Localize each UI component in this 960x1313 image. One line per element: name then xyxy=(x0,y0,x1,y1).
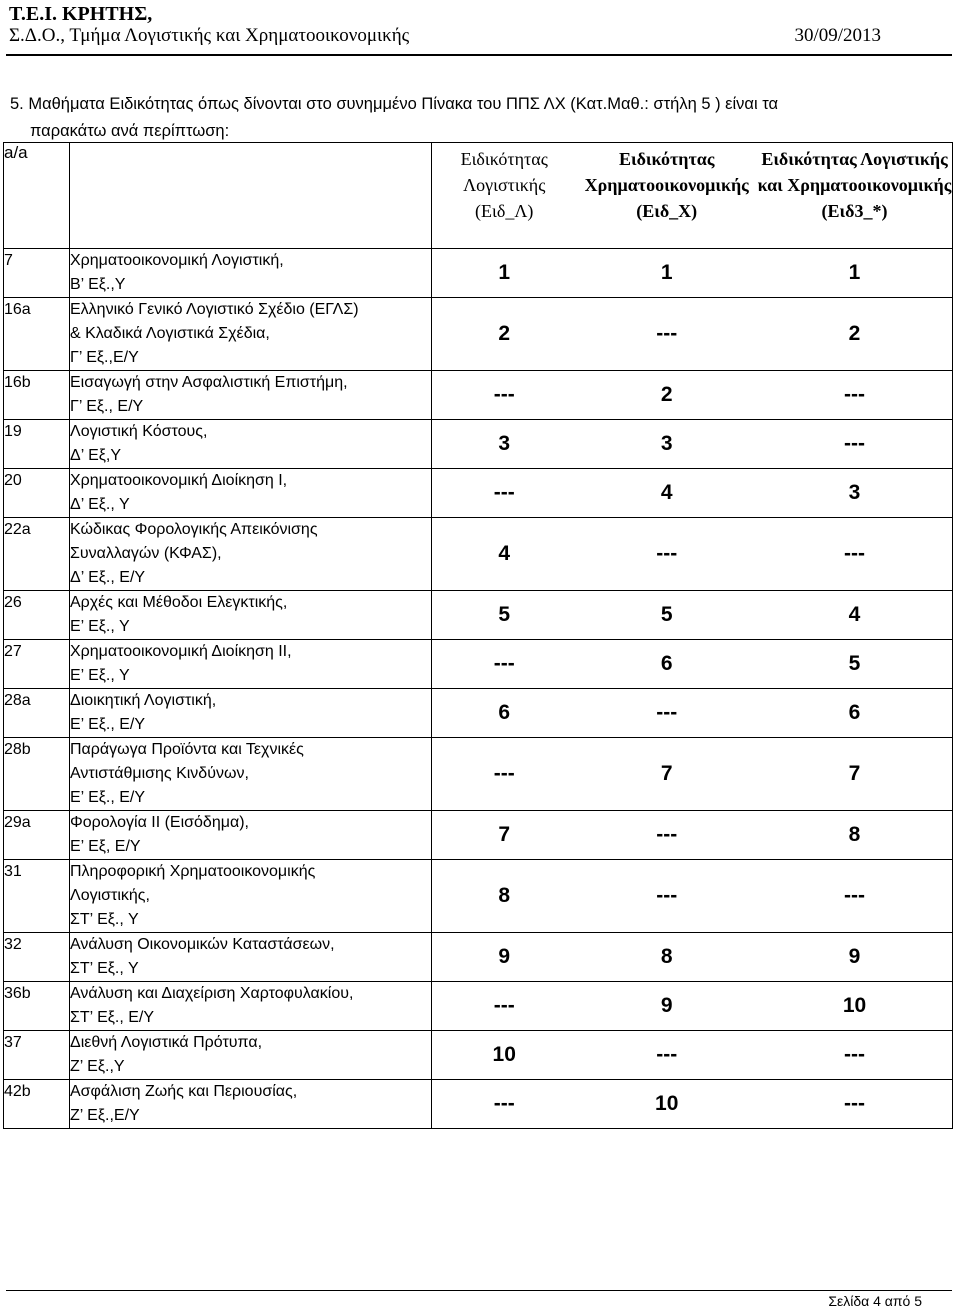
value-acc: 8 xyxy=(498,884,511,907)
specialty-values xyxy=(432,1080,953,1129)
specialty-values xyxy=(432,738,953,811)
course-description-line: ΣΤ’ Εξ., Ε/Υ xyxy=(70,1009,155,1026)
specialty-headers xyxy=(432,143,953,249)
course-description-line: Χρηματοοικονομική Διοίκηση Ι, xyxy=(70,472,288,489)
value-accfin: 2 xyxy=(848,322,861,345)
course-description xyxy=(70,811,432,860)
specialty-values xyxy=(432,689,953,738)
value-fin: 7 xyxy=(660,762,673,785)
col-header-accfin-l2: Λογιστικής και xyxy=(757,149,948,195)
row-number: 20 xyxy=(4,469,70,518)
value-acc: 9 xyxy=(498,945,511,968)
specialty-values xyxy=(432,518,953,591)
value-accfin: --- xyxy=(844,542,865,565)
course-description-line: Παράγωγα Προϊόντα και Τεχνικές xyxy=(70,741,304,758)
course-description-line: Εισαγωγή στην Ασφαλιστική Επιστήμη, xyxy=(70,374,348,391)
course-description-line: Φορολογία ΙΙ (Εισόδημα), xyxy=(70,814,249,831)
value-acc: --- xyxy=(493,481,515,504)
row-number: 28b xyxy=(4,738,70,811)
course-description-line: ΣΤ’ Εξ., Υ xyxy=(70,960,139,977)
description-header xyxy=(70,143,432,249)
course-description xyxy=(70,298,432,371)
col-header-accfin-l1: Ειδικότητας xyxy=(761,149,857,169)
value-fin: 9 xyxy=(660,994,673,1017)
row-number: 16b xyxy=(4,371,70,420)
header-divider xyxy=(6,54,952,56)
course-description-line: & Κλαδικά Λογιστικά Σχέδια, xyxy=(70,325,270,342)
course-description-line: Δ’ Εξ,Υ xyxy=(70,447,122,464)
header-subtitle xyxy=(9,25,881,47)
row-number: 42b xyxy=(4,1080,70,1129)
value-accfin: --- xyxy=(844,383,865,406)
col-header-fin-l1: Ειδικότητας xyxy=(618,149,715,169)
table-row xyxy=(4,1080,953,1129)
specialty-values xyxy=(432,933,953,982)
col-header-accfin-l3: Χρηματοοικονομικής xyxy=(787,175,952,195)
table-row xyxy=(4,518,953,591)
course-description xyxy=(70,640,432,689)
value-acc: --- xyxy=(493,1092,515,1115)
table-row xyxy=(4,689,953,738)
row-number: 32 xyxy=(4,933,70,982)
document-date: 30/09/2013 xyxy=(794,25,881,46)
course-description-line: Πληροφορική Χρηματοοικονομικής xyxy=(70,863,316,880)
course-description xyxy=(70,982,432,1031)
specialty-values xyxy=(432,982,953,1031)
table-header-row xyxy=(4,143,953,249)
value-accfin: --- xyxy=(844,1092,865,1115)
value-accfin: 9 xyxy=(848,945,861,968)
value-fin: 8 xyxy=(660,945,673,968)
row-number: 31 xyxy=(4,860,70,933)
intro-paragraph xyxy=(10,91,955,145)
value-fin: --- xyxy=(656,701,678,724)
course-description-line: Ανάλυση και Διαχείριση Χαρτοφυλακίου, xyxy=(70,985,354,1002)
course-description-line: Ζ’ Εξ.,Υ xyxy=(70,1058,125,1075)
value-acc: 5 xyxy=(498,603,511,626)
row-number: 7 xyxy=(4,249,70,298)
course-description-line: Ανάλυση Οικονομικών Καταστάσεων, xyxy=(70,936,335,953)
value-acc: 3 xyxy=(498,432,511,455)
value-acc: 6 xyxy=(498,701,511,724)
col-header-accfin-l4: (Ειδ3_*) xyxy=(821,201,888,221)
value-fin: --- xyxy=(656,322,678,345)
value-accfin: 3 xyxy=(848,481,861,504)
col-header-fin-l2: Χρηματοοικονομικής xyxy=(584,175,749,195)
row-number: 19 xyxy=(4,420,70,469)
value-acc: --- xyxy=(493,994,515,1017)
courses-table xyxy=(3,142,953,1129)
course-description-line: Χρηματοοικονομική Λογιστική, xyxy=(70,252,284,269)
course-description-line: Αρχές και Μέθοδοι Ελεγκτικής, xyxy=(70,594,288,611)
course-description xyxy=(70,860,432,933)
specialty-values xyxy=(432,591,953,640)
row-number: 37 xyxy=(4,1031,70,1080)
value-fin: --- xyxy=(656,1043,678,1066)
course-description-line: Κώδικας Φορολογικής Απεικόνισης xyxy=(70,521,318,538)
course-description-line: Αντιστάθμισης Κινδύνων, xyxy=(70,765,249,782)
value-acc: --- xyxy=(493,652,515,675)
row-number: 16a xyxy=(4,298,70,371)
specialty-values xyxy=(432,420,953,469)
value-fin: --- xyxy=(656,884,678,907)
specialty-values xyxy=(432,860,953,933)
intro-line-1: 5. Μαθήματα Ειδικότητας όπως δίνονται στο συνημμένο Πίνακα του ΠΠΣ ΛΧ (Κατ.Μαθ.: στήλη 5 ) είναι τα xyxy=(10,95,779,113)
value-acc: 1 xyxy=(498,261,511,284)
course-description-line: Ασφάλιση Ζωής και Περιουσίας, xyxy=(70,1083,298,1100)
course-description-line: Ε’ Εξ., Υ xyxy=(70,618,130,635)
table-row xyxy=(4,420,953,469)
row-number: 29a xyxy=(4,811,70,860)
value-fin: --- xyxy=(656,823,678,846)
course-description-line: Ε’ Εξ., Ε/Υ xyxy=(70,716,146,733)
course-description xyxy=(70,591,432,640)
course-description-line: Λογιστικής, xyxy=(70,887,150,904)
intro-line-2: παρακάτω ανά περίπτωση: xyxy=(30,122,230,140)
course-description xyxy=(70,518,432,591)
value-acc: 10 xyxy=(492,1043,516,1066)
value-accfin: --- xyxy=(844,1043,865,1066)
col-header-fin xyxy=(576,143,757,247)
table-row xyxy=(4,371,953,420)
course-description xyxy=(70,1031,432,1080)
page-number: Σελίδα 4 από 5 xyxy=(828,1293,922,1309)
specialty-values xyxy=(432,469,953,518)
course-description-line: Γ’ Εξ., Ε/Υ xyxy=(70,398,144,415)
value-accfin: 5 xyxy=(848,652,861,675)
row-number: 26 xyxy=(4,591,70,640)
specialty-values xyxy=(432,640,953,689)
course-description-line: Β’ Εξ.,Υ xyxy=(70,276,126,293)
course-description xyxy=(70,469,432,518)
value-accfin: 1 xyxy=(848,261,861,284)
course-description-line: Διοικητική Λογιστική, xyxy=(70,692,217,709)
course-description-line: Δ’ Εξ., Ε/Υ xyxy=(70,569,146,586)
row-number: 28a xyxy=(4,689,70,738)
footer-divider xyxy=(6,1290,952,1291)
value-fin: 3 xyxy=(660,432,673,455)
value-fin: 2 xyxy=(660,383,673,406)
value-acc: 7 xyxy=(498,823,511,846)
table-row xyxy=(4,933,953,982)
course-description xyxy=(70,689,432,738)
table-row xyxy=(4,640,953,689)
table-row xyxy=(4,591,953,640)
course-description xyxy=(70,738,432,811)
value-acc: --- xyxy=(493,762,515,785)
row-number: 36b xyxy=(4,982,70,1031)
department-name: Σ.Δ.Ο., Τμήμα Λογιστικής και Χρηματοοικονομικής xyxy=(9,25,410,46)
value-fin: 4 xyxy=(660,481,673,504)
course-description-line: Ζ’ Εξ.,Ε/Υ xyxy=(70,1107,140,1124)
col-header-acc-l1: Ειδικότητας xyxy=(460,149,548,169)
table-row xyxy=(4,738,953,811)
specialty-values xyxy=(432,1031,953,1080)
col-header-acc xyxy=(432,143,576,247)
course-description-line: ΣΤ’ Εξ., Υ xyxy=(70,911,139,928)
course-description-line: Διεθνή Λογιστικά Πρότυπα, xyxy=(70,1034,263,1051)
value-fin: 10 xyxy=(655,1092,679,1115)
table-row xyxy=(4,1031,953,1080)
table-row xyxy=(4,982,953,1031)
col-header-fin-l3: (Ειδ_Χ) xyxy=(636,201,698,221)
value-accfin: --- xyxy=(844,432,865,455)
specialty-values xyxy=(432,811,953,860)
aa-header: a/a xyxy=(4,143,70,249)
course-description xyxy=(70,933,432,982)
value-accfin: 8 xyxy=(848,823,861,846)
row-number: 22a xyxy=(4,518,70,591)
value-fin: 6 xyxy=(660,652,673,675)
course-description xyxy=(70,249,432,298)
value-acc: 4 xyxy=(498,542,511,565)
specialty-values xyxy=(432,371,953,420)
course-description-line: Γ’ Εξ.,Ε/Υ xyxy=(70,349,139,366)
value-accfin: --- xyxy=(844,884,865,907)
course-description-line: Ε’ Εξ., Ε/Υ xyxy=(70,789,146,806)
course-description xyxy=(70,420,432,469)
specialty-values xyxy=(432,298,953,371)
course-description-line: Ελληνικό Γενικό Λογιστικό Σχέδιο (ΕΓΛΣ) xyxy=(70,301,359,318)
col-header-acc-l3: (Ειδ_Λ) xyxy=(475,201,534,221)
col-header-acc-l2: Λογιστικής xyxy=(463,175,546,195)
col-header-accfin xyxy=(757,143,952,247)
value-acc: 2 xyxy=(498,322,511,345)
specialty-values xyxy=(432,249,953,298)
course-description-line: Λογιστική Κόστους, xyxy=(70,423,208,440)
table-row xyxy=(4,249,953,298)
value-fin: 5 xyxy=(660,603,673,626)
course-description-line: Δ’ Εξ., Υ xyxy=(70,496,130,513)
course-description-line: Ε’ Εξ., Υ xyxy=(70,667,130,684)
value-accfin: 4 xyxy=(848,603,861,626)
table-row xyxy=(4,811,953,860)
value-accfin: 10 xyxy=(842,994,867,1017)
row-number: 27 xyxy=(4,640,70,689)
table-row xyxy=(4,860,953,933)
table-row xyxy=(4,469,953,518)
table-row xyxy=(4,298,953,371)
institution-title: Τ.Ε.Ι. ΚΡΗΤΗΣ, xyxy=(9,3,153,25)
value-acc: --- xyxy=(493,383,515,406)
value-accfin: 6 xyxy=(848,701,861,724)
course-description-line: Συναλλαγών (ΚΦΑΣ), xyxy=(70,545,222,562)
value-accfin: 7 xyxy=(848,762,861,785)
course-description xyxy=(70,1080,432,1129)
value-fin: --- xyxy=(656,542,678,565)
course-description-line: Χρηματοοικονομική Διοίκηση ΙΙ, xyxy=(70,643,292,660)
course-description xyxy=(70,371,432,420)
course-description-line: Ε’ Εξ, Ε/Υ xyxy=(70,838,141,855)
value-fin: 1 xyxy=(660,261,673,284)
